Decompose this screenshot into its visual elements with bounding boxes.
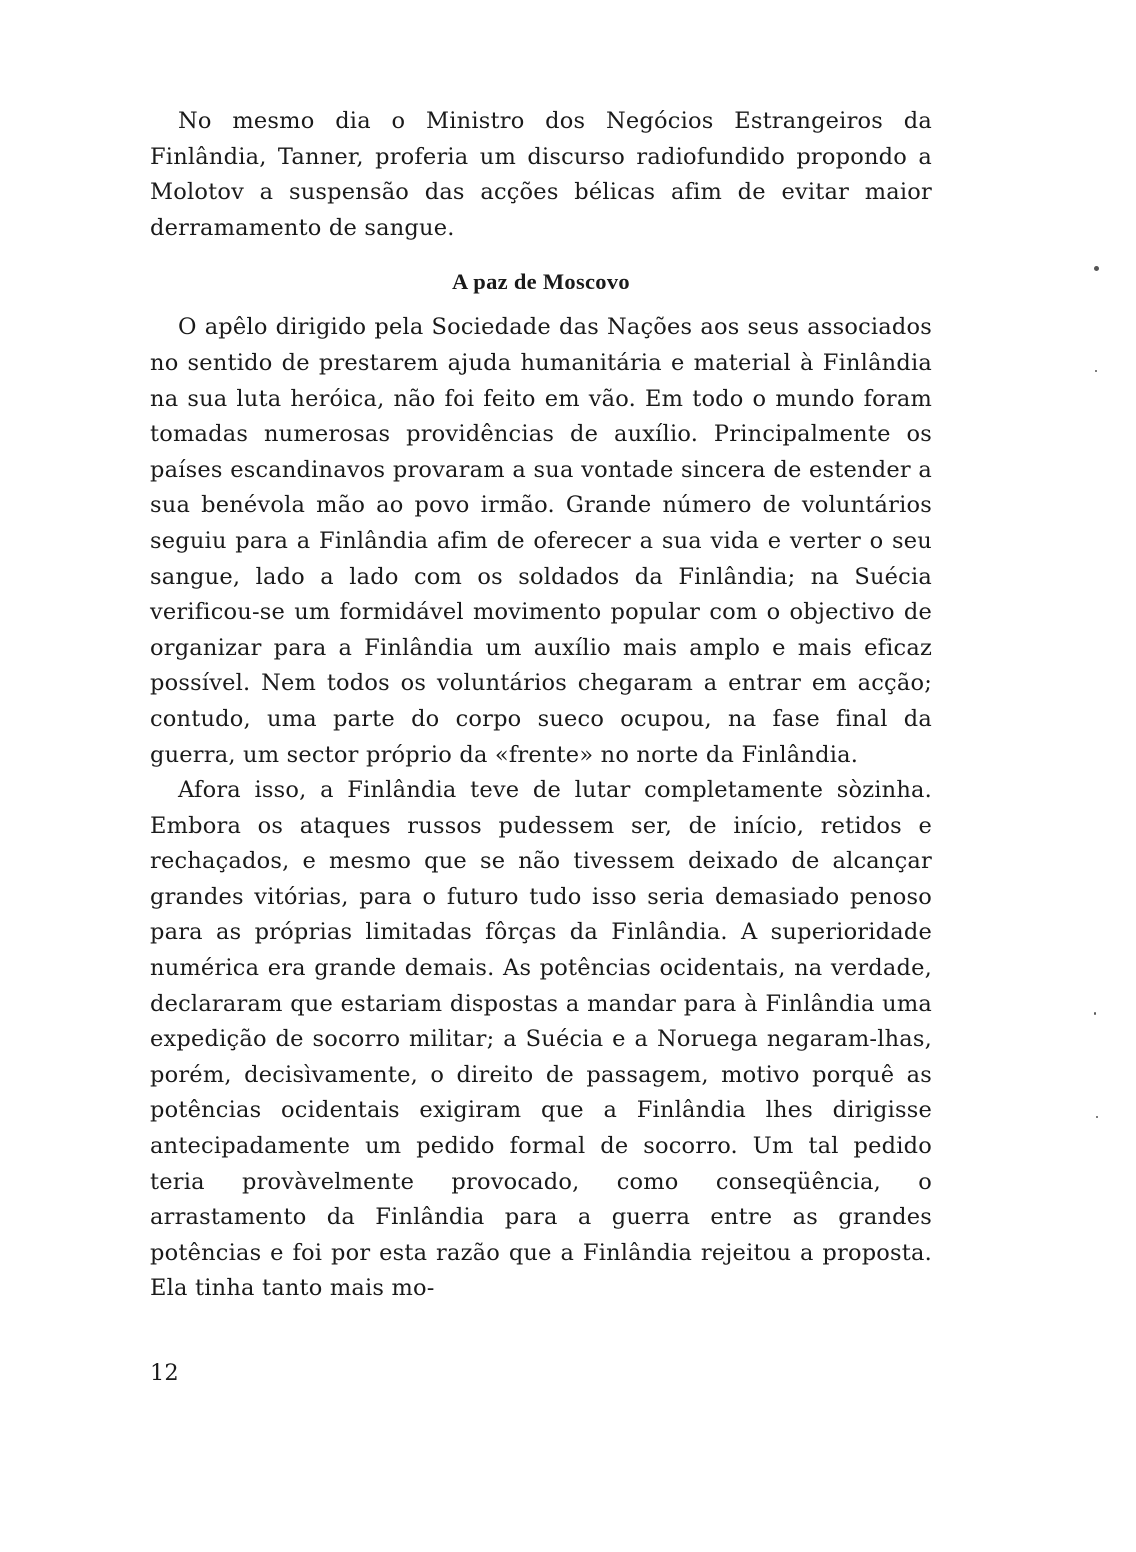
paragraph-intro: No mesmo dia o Ministro dos Negócios Estrangeiros da Finlândia, Tanner, proferia um discurso radiofundido propondo a Molotov a suspensão das acções bélicas afim de evitar maior derramamento de sangue. xyxy=(150,108,932,241)
scan-speck xyxy=(1094,266,1099,271)
scan-speck xyxy=(1096,1116,1098,1118)
page-body xyxy=(150,104,932,1307)
scan-speck xyxy=(1094,1012,1096,1015)
page-number: 12 xyxy=(150,1360,179,1386)
scan-speck xyxy=(1095,370,1097,372)
paragraph-alone: Afora isso, a Finlândia teve de lutar completamente sòzinha. Embora os ataques russos pudessem ser, de início, retidos e rechaçados, e mesmo que se não tivessem deixado de alcançar grandes vitórias, para o futuro tudo isso seria demasiado penoso para as próprias limitadas fôrças da Finlândia. A superioridade numérica era grande demais. As potências ocidentais, na verdade, declararam que estariam dispostas a mandar para à Finlândia uma expedição de socorro militar; a Suécia e a Noruega negaram-lhas, porém, decisìvamente, o direito de passagem, motivo porquê as potências ocidentais exigiram que a Finlândia lhes dirigisse antecipadamente um pedido formal de socorro. Um tal pedido teria provàvelmente provocado, como conseqüência, o arrastamento da Finlândia para a guerra entre as grandes potências e foi por esta razão que a Finlândia rejeitou a proposta. Ela tinha tanto mais mo- xyxy=(150,777,932,1302)
paragraph-aid: O apêlo dirigido pela Sociedade das Nações aos seus associados no sentido de prestarem ajuda humanitária e material à Finlândia na sua luta heróica, não foi feito em vão. Em todo o mundo foram tomadas numerosas providências de auxílio. Principalmente os países escandinavos provaram a sua vontade sincera de estender a sua benévola mão ao povo irmão. Grande número de voluntários seguiu para a Finlândia afim de oferecer a sua vida e verter o seu sangue, lado a lado com os soldados da Finlândia; na Suécia verificou-se um formidável movimento popular com o objectivo de organizar para a Finlândia um auxílio mais amplo e mais eficaz possível. Nem todos os voluntários chegaram a entrar em acção; contudo, uma parte do corpo sueco ocupou, na fase final da guerra, um sector próprio da «frente» no norte da Finlândia. xyxy=(150,314,932,768)
section-heading: A paz de Moscovo xyxy=(452,269,630,295)
